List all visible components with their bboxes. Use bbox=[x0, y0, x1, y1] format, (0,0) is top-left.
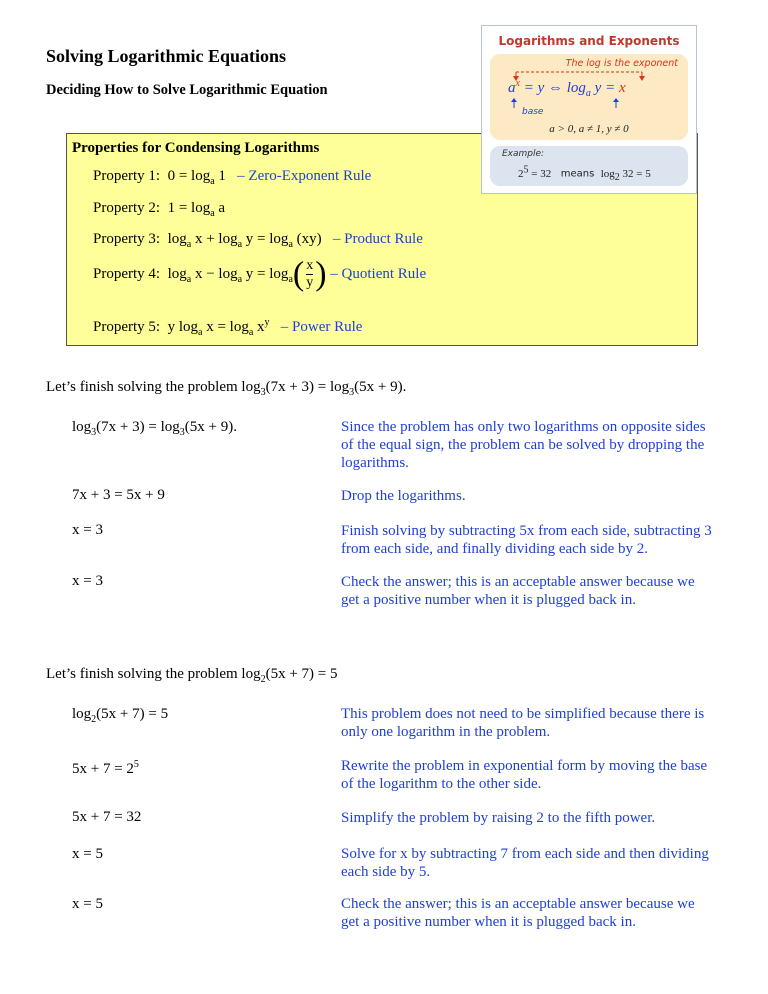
problem-2-step-1-math: $\log_2(5x + 7) = 5$ bbox=[72, 706, 169, 725]
problem-1-step-1-explanation: Since the problem has only two logarithms on opposite sides of the equal sign, the problem can be solved by dropping the logarithms. bbox=[341, 419, 706, 471]
problem-1-step-3-math: x = 3 bbox=[72, 522, 103, 538]
callout-base-label: base bbox=[522, 107, 544, 117]
problem-1-intro: Let’s finish solving the problem $\log_3(7x + 3) = \log_3(5x + 9)$. bbox=[46, 379, 407, 398]
properties-heading: Properties for Condensing Logarithms bbox=[72, 140, 320, 156]
page-subtitle: Deciding How to Solve Logarithmic Equation bbox=[46, 82, 328, 98]
property-3: Property 3: $\log_a x + \log_a y = \log_a (xy)$ – Product Rule bbox=[93, 231, 423, 250]
problem-1-step-4-math: x = 3 bbox=[72, 573, 103, 589]
callout-example: $2^5 = 32$ means $\log_2 32 = 5$ bbox=[518, 164, 651, 183]
problem-2-step-2-explanation: Rewrite the problem in exponential form by moving the base of the logarithm to the other side. bbox=[341, 758, 708, 792]
problem-1-step-2-math: 7x + 3 = 5x + 9 bbox=[72, 487, 165, 503]
page-title: Solving Logarithmic Equations bbox=[46, 46, 287, 66]
property-2: Property 2: $1 = \log_a a$ bbox=[93, 200, 226, 219]
problem-2-step-3-explanation: Simplify the problem by raising 2 to the fifth power. bbox=[341, 810, 656, 826]
problem-2-step-4-math: x = 5 bbox=[72, 846, 103, 862]
callout-note: The log is the exponent bbox=[565, 58, 678, 69]
property-4-rule: – Quotient Rule bbox=[330, 265, 427, 282]
problem-1-step-1-math: $\log_3(7x + 3) = \log_3(5x + 9)$. bbox=[72, 419, 237, 438]
property-4: Property 4: $\log_a x - \log_a y = \log_a$( $\frac{x}{y}$ ) – Quotient Rule bbox=[93, 255, 427, 293]
callout-definition-panel bbox=[490, 54, 688, 140]
callout-conditions: a > 0, a ≠ 1, y ≠ 0 bbox=[549, 123, 629, 135]
problem-2-intro: Let’s finish solving the problem $\log_2(5x + 7) = 5$ bbox=[46, 666, 338, 685]
problem-1-step-4-explanation: Check the answer; this is an acceptable answer because we get a positive number when it is plugged back in. bbox=[341, 574, 695, 608]
problem-2-step-5-explanation: Check the answer; this is an acceptable answer because we get a positive number when it is plugged back in. bbox=[341, 896, 695, 930]
callout-example-label: Example: bbox=[502, 149, 545, 159]
property-1: Property 1: $0 = \log_a 1$ – Zero-Exponent Rule bbox=[93, 168, 372, 187]
problem-2-step-2-math: $5x + 7 = 2^5$ bbox=[72, 759, 139, 777]
problem-1-step-2-explanation: Drop the logarithms. bbox=[341, 488, 466, 504]
property-5-rule: – Power Rule bbox=[280, 319, 363, 335]
callout-equation: $a^x = y$ ⇔ $\log_a y = x$ bbox=[508, 78, 626, 99]
property-5: Property 5: y $\log_a x = \log_a x^y$ – Power Rule bbox=[93, 317, 363, 338]
problem-2-step-3-math: 5x + 7 = 32 bbox=[72, 809, 142, 825]
callout-title: Logarithms and Exponents bbox=[498, 34, 680, 48]
property-3-rule: – Product Rule bbox=[332, 231, 423, 247]
callout-example-panel bbox=[490, 146, 688, 186]
property-1-rule: – Zero-Exponent Rule bbox=[237, 168, 372, 184]
logarithms-exponents-callout bbox=[481, 25, 697, 194]
problem-2-step-5-math: x = 5 bbox=[72, 896, 103, 912]
problem-2-step-1-explanation: This problem does not need to be simplified because there is only one logarithm in the problem. bbox=[341, 706, 705, 740]
problem-1-step-3-explanation: Finish solving by subtracting 5x from each side, subtracting 3 from each side, and finally dividing each side by 2. bbox=[341, 523, 712, 557]
problem-2-step-4-explanation: Solve for x by subtracting 7 from each side and then dividing each side by 5. bbox=[341, 846, 709, 880]
